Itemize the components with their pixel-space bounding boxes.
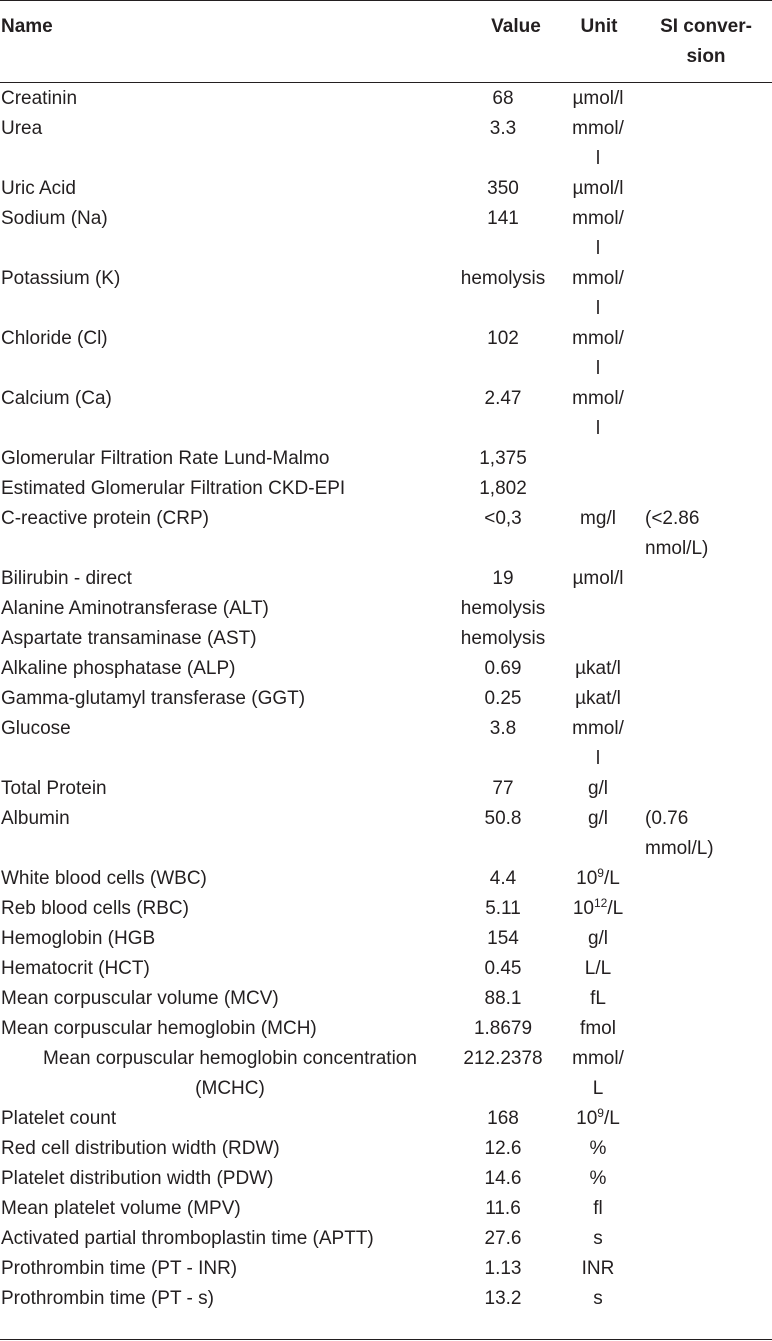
cell-name: Reb blood cells (RBC) — [1, 898, 189, 919]
cell-unit — [560, 174, 636, 204]
cell-value: 1,802 — [479, 478, 527, 499]
cell-name: Red cell distribution width (RDW) — [1, 1138, 280, 1159]
cell-si-line: (<2.86 — [645, 508, 700, 529]
cell-si-conversion — [645, 804, 769, 864]
unit-base: 10 — [576, 868, 598, 889]
table-row — [0, 444, 772, 474]
cell-unit-line: µkat/l — [575, 658, 621, 679]
table-row — [0, 1014, 772, 1044]
table-row — [0, 714, 772, 774]
cell-name: Hemoglobin (HGB — [1, 928, 156, 949]
cell-name: Bilirubin - direct — [1, 568, 132, 589]
table-row — [0, 84, 772, 114]
cell-value: 1.13 — [484, 1258, 522, 1279]
cell-unit — [560, 84, 636, 114]
cell-value: 88.1 — [484, 988, 522, 1009]
cell-unit-line: s — [593, 1288, 603, 1309]
cell-unit-line: mmol/ — [572, 388, 624, 409]
table-row — [0, 684, 772, 714]
cell-value: 19 — [492, 568, 514, 589]
cell-name: Calcium (Ca) — [1, 388, 112, 409]
cell-unit-line: l — [595, 418, 601, 439]
cell-name: Creatinin — [1, 88, 78, 109]
cell-name: Alanine Aminotransferase (ALT) — [1, 598, 269, 619]
table-row — [0, 864, 772, 894]
cell-value: hemolysis — [460, 598, 546, 619]
cell-unit-line: g/l — [587, 928, 609, 949]
cell-unit — [560, 984, 636, 1014]
table-row — [0, 1224, 772, 1254]
cell-unit-line: l — [595, 238, 601, 259]
cell-name: Sodium (Na) — [1, 208, 108, 229]
cell-value: 13.2 — [484, 1288, 522, 1309]
cell-unit-line: mmol/ — [572, 328, 624, 349]
cell-unit — [560, 714, 636, 774]
cell-unit-line: g/l — [587, 808, 609, 829]
cell-value: 1,375 — [479, 448, 527, 469]
cell-unit-line: µmol/l — [572, 178, 624, 199]
table-row — [0, 174, 772, 204]
cell-value: 12.6 — [484, 1138, 522, 1159]
header-si-line2: sion — [686, 46, 726, 67]
cell-unit — [560, 654, 636, 684]
cell-value: 212.2378 — [463, 1048, 543, 1069]
cell-name: Estimated Glomerular Filtration CKD-EPI — [1, 478, 346, 499]
table-row — [0, 654, 772, 684]
table-row — [0, 774, 772, 804]
header-si-line1: SI conver- — [660, 16, 752, 37]
table-row — [0, 894, 772, 924]
table-row — [0, 474, 772, 504]
cell-unit — [560, 804, 636, 834]
cell-value: 77 — [492, 778, 514, 799]
table-row — [0, 564, 772, 594]
cell-name: Uric Acid — [1, 178, 76, 199]
cell-name: Aspartate transaminase (AST) — [1, 628, 257, 649]
table-row — [0, 264, 772, 324]
cell-unit-line: mmol/ — [572, 1048, 624, 1069]
table-row — [0, 324, 772, 384]
table-row — [0, 804, 772, 864]
cell-unit — [560, 384, 636, 444]
cell-value: 14.6 — [484, 1168, 522, 1189]
cell-name: Hematocrit (HCT) — [1, 958, 150, 979]
cell-unit-line: l — [595, 148, 601, 169]
cell-unit-line: mg/l — [580, 508, 616, 529]
cell-value: 50.8 — [484, 808, 522, 829]
cell-name: Alkaline phosphatase (ALP) — [1, 658, 236, 679]
table-row — [0, 114, 772, 174]
cell-unit-line: L — [592, 1078, 604, 1099]
cell-value: 168 — [487, 1108, 519, 1129]
cell-name: Potassium (K) — [1, 268, 121, 289]
cell-value: hemolysis — [460, 268, 546, 289]
cell-value: 102 — [487, 328, 519, 349]
cell-unit — [560, 1044, 636, 1104]
table-row — [0, 1134, 772, 1164]
header-value: Value — [491, 16, 541, 37]
cell-name: Mean corpuscular volume (MCV) — [1, 988, 279, 1009]
cell-unit — [560, 1134, 636, 1164]
cell-name-line: (MCHC) — [195, 1078, 265, 1099]
cell-si-conversion — [645, 504, 769, 564]
table-row — [0, 594, 772, 624]
cell-name: C-reactive protein (CRP) — [1, 508, 209, 529]
cell-value: 27.6 — [484, 1228, 522, 1249]
cell-value: 4.4 — [489, 868, 517, 889]
cell-name: Platelet count — [1, 1108, 117, 1129]
cell-value: 11.6 — [485, 1198, 521, 1219]
cell-unit — [560, 204, 636, 264]
cell-unit — [560, 1254, 636, 1284]
cell-unit-line: mmol/ — [572, 268, 624, 289]
cell-value: 0.69 — [484, 658, 522, 679]
cell-unit-line: s — [593, 1228, 603, 1249]
cell-value: 3.3 — [489, 118, 517, 139]
table-bottom-rule — [0, 1339, 772, 1340]
table-row — [0, 624, 772, 654]
table-row — [0, 1284, 772, 1314]
cell-name: Glucose — [1, 718, 71, 739]
cell-name-line: Mean corpuscular hemoglobin concentration — [43, 1048, 417, 1069]
cell-name: Platelet distribution width (PDW) — [1, 1168, 274, 1189]
table-row — [0, 1194, 772, 1224]
cell-unit — [560, 894, 636, 924]
unit-exponent: 12 — [593, 896, 608, 910]
header-unit: Unit — [580, 16, 618, 37]
cell-unit-line: INR — [581, 1258, 615, 1279]
cell-value: 3.8 — [489, 718, 517, 739]
cell-value: 141 — [487, 208, 519, 229]
cell-name: Chloride (Cl) — [1, 328, 108, 349]
unit-suffix: /L — [607, 898, 624, 919]
cell-name: Total Protein — [1, 778, 107, 799]
cell-unit — [560, 774, 636, 804]
cell-unit — [560, 114, 636, 174]
unit-exponent: 9 — [597, 866, 604, 880]
table-row — [0, 204, 772, 264]
cell-unit-line: L/L — [584, 958, 612, 979]
cell-si-line: mmol/L) — [645, 838, 714, 859]
cell-value: 350 — [487, 178, 519, 199]
table-row — [0, 1254, 772, 1284]
unit-base: 10 — [576, 1108, 598, 1129]
cell-unit — [560, 684, 636, 714]
cell-name: Activated partial thromboplastin time (APTT) — [1, 1228, 374, 1249]
cell-name: Mean corpuscular hemoglobin (MCH) — [1, 1018, 317, 1039]
cell-unit — [560, 1014, 636, 1044]
cell-unit — [560, 504, 636, 534]
cell-unit — [560, 1104, 636, 1134]
cell-unit-line: l — [595, 748, 601, 769]
cell-value: 1.8679 — [473, 1018, 533, 1039]
cell-unit-line: µkat/l — [575, 688, 621, 709]
cell-value: 154 — [487, 928, 519, 949]
cell-name: Prothrombin time (PT - s) — [1, 1288, 214, 1309]
cell-unit-line: l — [595, 298, 601, 319]
cell-value: 0.45 — [484, 958, 522, 979]
cell-value: hemolysis — [460, 628, 546, 649]
cell-unit — [560, 1194, 636, 1224]
cell-unit — [560, 1284, 636, 1314]
table-row — [0, 984, 772, 1014]
cell-unit-line: fmol — [580, 1018, 616, 1039]
cell-unit — [560, 954, 636, 984]
cell-unit-line: fL — [590, 988, 606, 1009]
cell-name — [0, 1044, 460, 1104]
cell-unit-line: fl — [593, 1198, 603, 1219]
cell-value: 68 — [492, 88, 514, 109]
table-row — [0, 1044, 772, 1104]
cell-si-line: nmol/L) — [645, 538, 709, 559]
table-row — [0, 954, 772, 984]
table-row — [0, 1104, 772, 1134]
cell-si-line: (0.76 — [645, 808, 689, 829]
unit-base: 10 — [572, 898, 594, 919]
table-row — [0, 504, 772, 564]
cell-name: Gamma-glutamyl transferase (GGT) — [1, 688, 306, 709]
table-row — [0, 1164, 772, 1194]
header-name: Name — [1, 16, 53, 37]
cell-name: Albumin — [1, 808, 70, 829]
table-row — [0, 384, 772, 444]
cell-unit — [560, 1224, 636, 1254]
cell-unit — [560, 564, 636, 594]
cell-name: Mean platelet volume (MPV) — [1, 1198, 241, 1219]
cell-unit-line: % — [589, 1168, 607, 1189]
cell-unit-line: l — [595, 358, 601, 379]
cell-unit-line: % — [589, 1138, 607, 1159]
cell-value: 2.47 — [484, 388, 522, 409]
unit-suffix: /L — [603, 1108, 620, 1129]
unit-suffix: /L — [603, 868, 620, 889]
cell-name: Prothrombin time (PT - INR) — [1, 1258, 238, 1279]
cell-name: Urea — [1, 118, 43, 139]
cell-unit — [560, 324, 636, 384]
table-row — [0, 924, 772, 954]
cell-value: 5.11 — [485, 898, 521, 919]
cell-unit-line: mmol/ — [572, 118, 624, 139]
cell-value: <0,3 — [484, 508, 522, 529]
cell-unit-line: µmol/l — [572, 568, 624, 589]
unit-exponent: 9 — [597, 1106, 604, 1120]
cell-value: 0.25 — [484, 688, 522, 709]
cell-unit-line: µmol/l — [572, 88, 624, 109]
cell-unit — [560, 864, 636, 894]
cell-unit-line: mmol/ — [572, 718, 624, 739]
cell-unit-line: g/l — [587, 778, 609, 799]
cell-name: Glomerular Filtration Rate Lund-Malmo — [1, 448, 330, 469]
cell-name: White blood cells (WBC) — [1, 868, 207, 889]
cell-unit — [560, 924, 636, 954]
cell-unit — [560, 264, 636, 324]
cell-unit-line: mmol/ — [572, 208, 624, 229]
cell-unit — [560, 1164, 636, 1194]
